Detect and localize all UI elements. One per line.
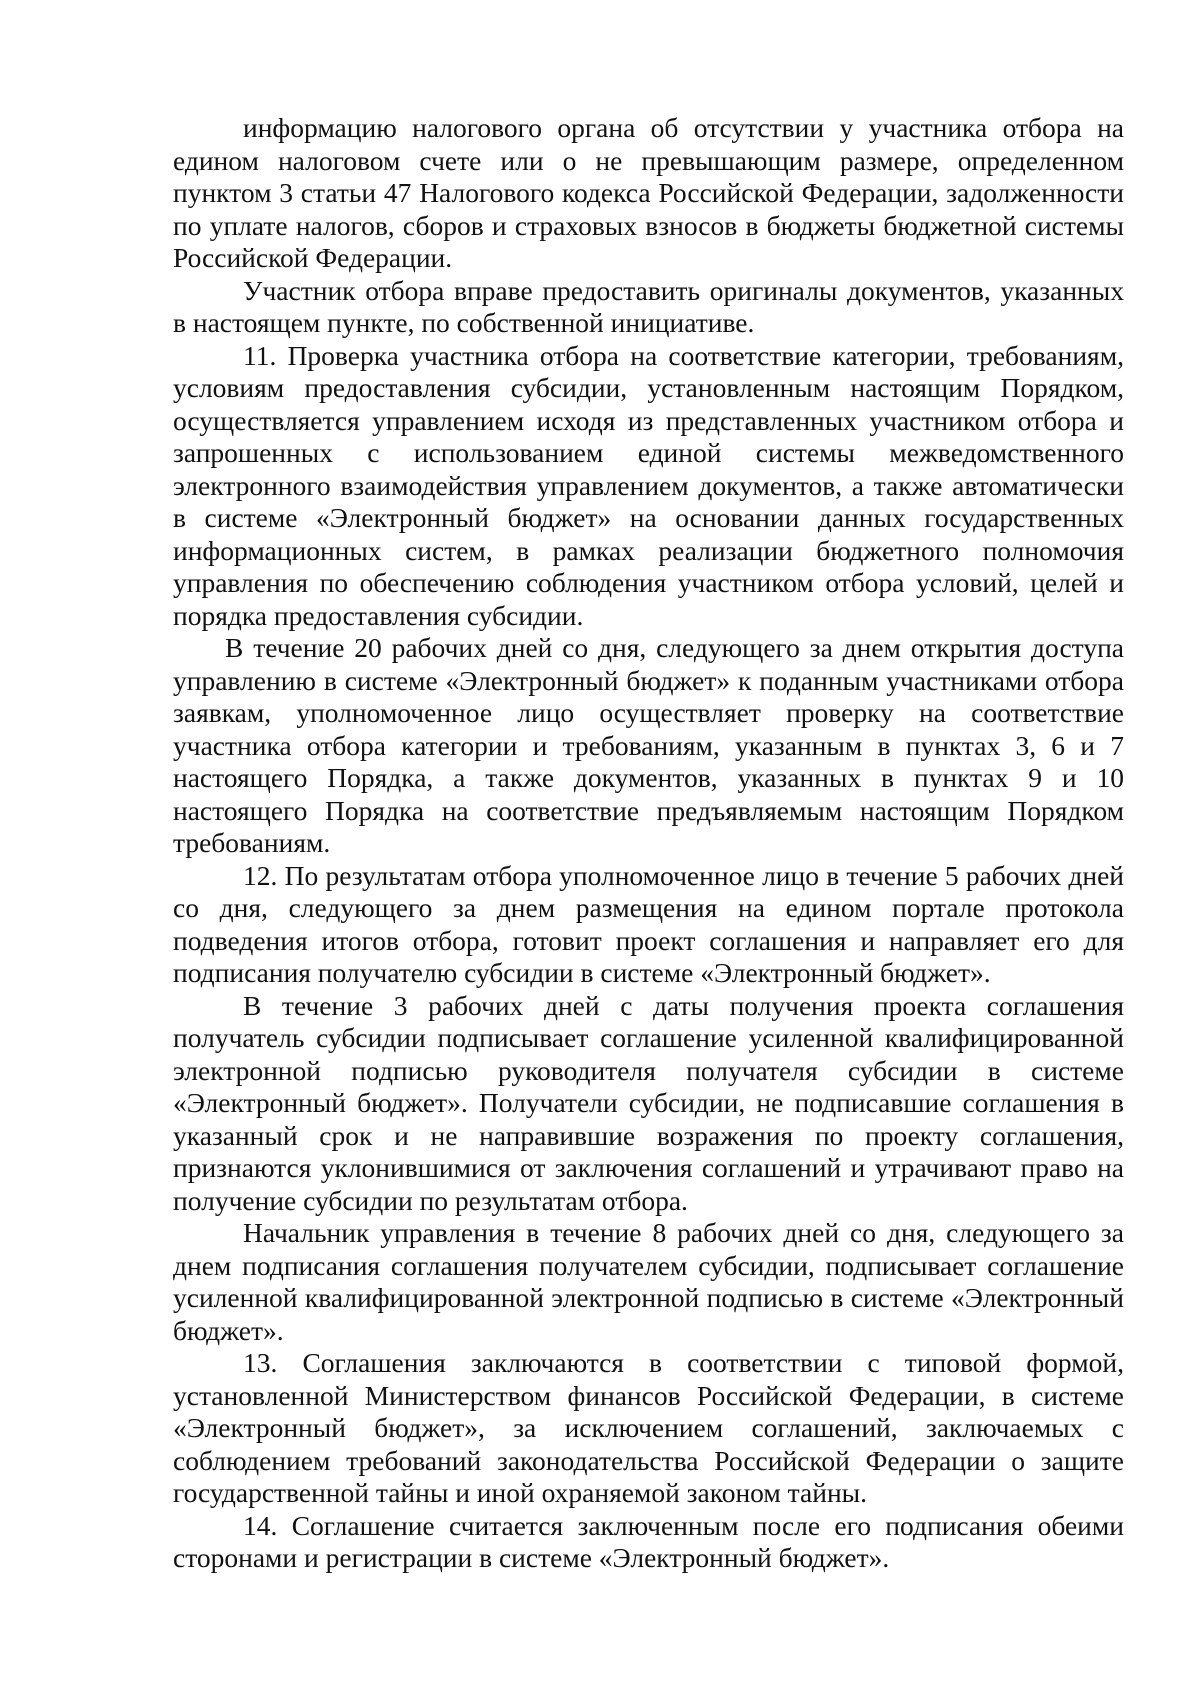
paragraph-20-days: В течение 20 рабочих дней со дня, следующего за днем открытия доступа управлению в системе «Электронный бюджет» к поданным участниками отбора заявкам, уполномоченное лицо осуществляет проверку на соответствие участника отбора категории и требованиям, указанным в пунктах 3, 6 и 7 настоящего Порядка, а также документов, указанных в пунктах 9 и 10 настоящего Порядка на соответствие предъявляемым настоящим Порядком требованиям. <box>173 632 1124 858</box>
paragraph-head-signs: Начальник управления в течение 8 рабочих дней со дня, следующего за днем подписания соглашения получателем субсидии, подписывает соглашение усиленной квалифицированной электронной подписью в системе «Электронный бюджет». <box>173 1217 1124 1346</box>
paragraph-3-days: В течение 3 рабочих дней с даты получения проекта соглашения получатель субсидии подписывает соглашение усиленной квалифицированной электронной подписью руководителя получателя субсидии в системе «Электронный бюджет». Получатели субсидии, не подписавшие соглашения в указанный срок и не направившие возражения по проекту соглашения, признаются уклонившимися от заключения соглашений и утрачивают право на получение субсидии по результатам отбора. <box>173 989 1124 1216</box>
paragraph-item-13: 13. Соглашения заключаются в соответствии с типовой формой, установленной Министерством финансов Российской Федерации, в системе «Электронный бюджет», за исключением соглашений, заключаемых с соблюдением требований законодательства Российской Федерации о защите государственной тайны и иной охраняемой законом тайны. <box>173 1347 1124 1508</box>
paragraph-item-12: 12. По результатам отбора уполномоченное лицо в течение 5 рабочих дней со дня, следующего за днем размещения на едином портале протокола подведения итогов отбора, готовит проект соглашения и направляет его для подписания получателю субсидии в системе «Электронный бюджет». <box>173 859 1124 988</box>
paragraph-item-14: 14. Соглашение считается заключенным после его подписания обеими сторонами и регистрации в системе «Электронный бюджет». <box>173 1509 1124 1573</box>
document-body <box>173 112 1124 1575</box>
paragraph-originals: Участник отбора вправе предоставить оригиналы документов, указанных в настоящем пункте, по собственной инициативе. <box>173 274 1124 338</box>
paragraph-tax-info: информацию налогового органа об отсутствии у участника отбора на едином налоговом счете или о не превышающим размере, определенном пунктом 3 статьи 47 Налогового кодекса Российской Федерации, задолженности по уплате налогов, сборов и страховых взносов в бюджеты бюджетной системы Российской Федерации. <box>173 112 1124 273</box>
paragraph-item-11: 11. Проверка участника отбора на соответствие категории, требованиям, условиям предоставления субсидии, установленным настоящим Порядком, осуществляется управлением исходя из представленных участником отбора и запрошенных с использованием единой системы межведомственного электронного взаимодействия управлением документов, а также автоматически в системе «Электронный бюджет» на основании данных государственных информационных систем, в рамках реализации бюджетного полномочия управления по обеспечению соблюдения участником отбора условий, целей и порядка предоставления субсидии. <box>173 339 1124 631</box>
